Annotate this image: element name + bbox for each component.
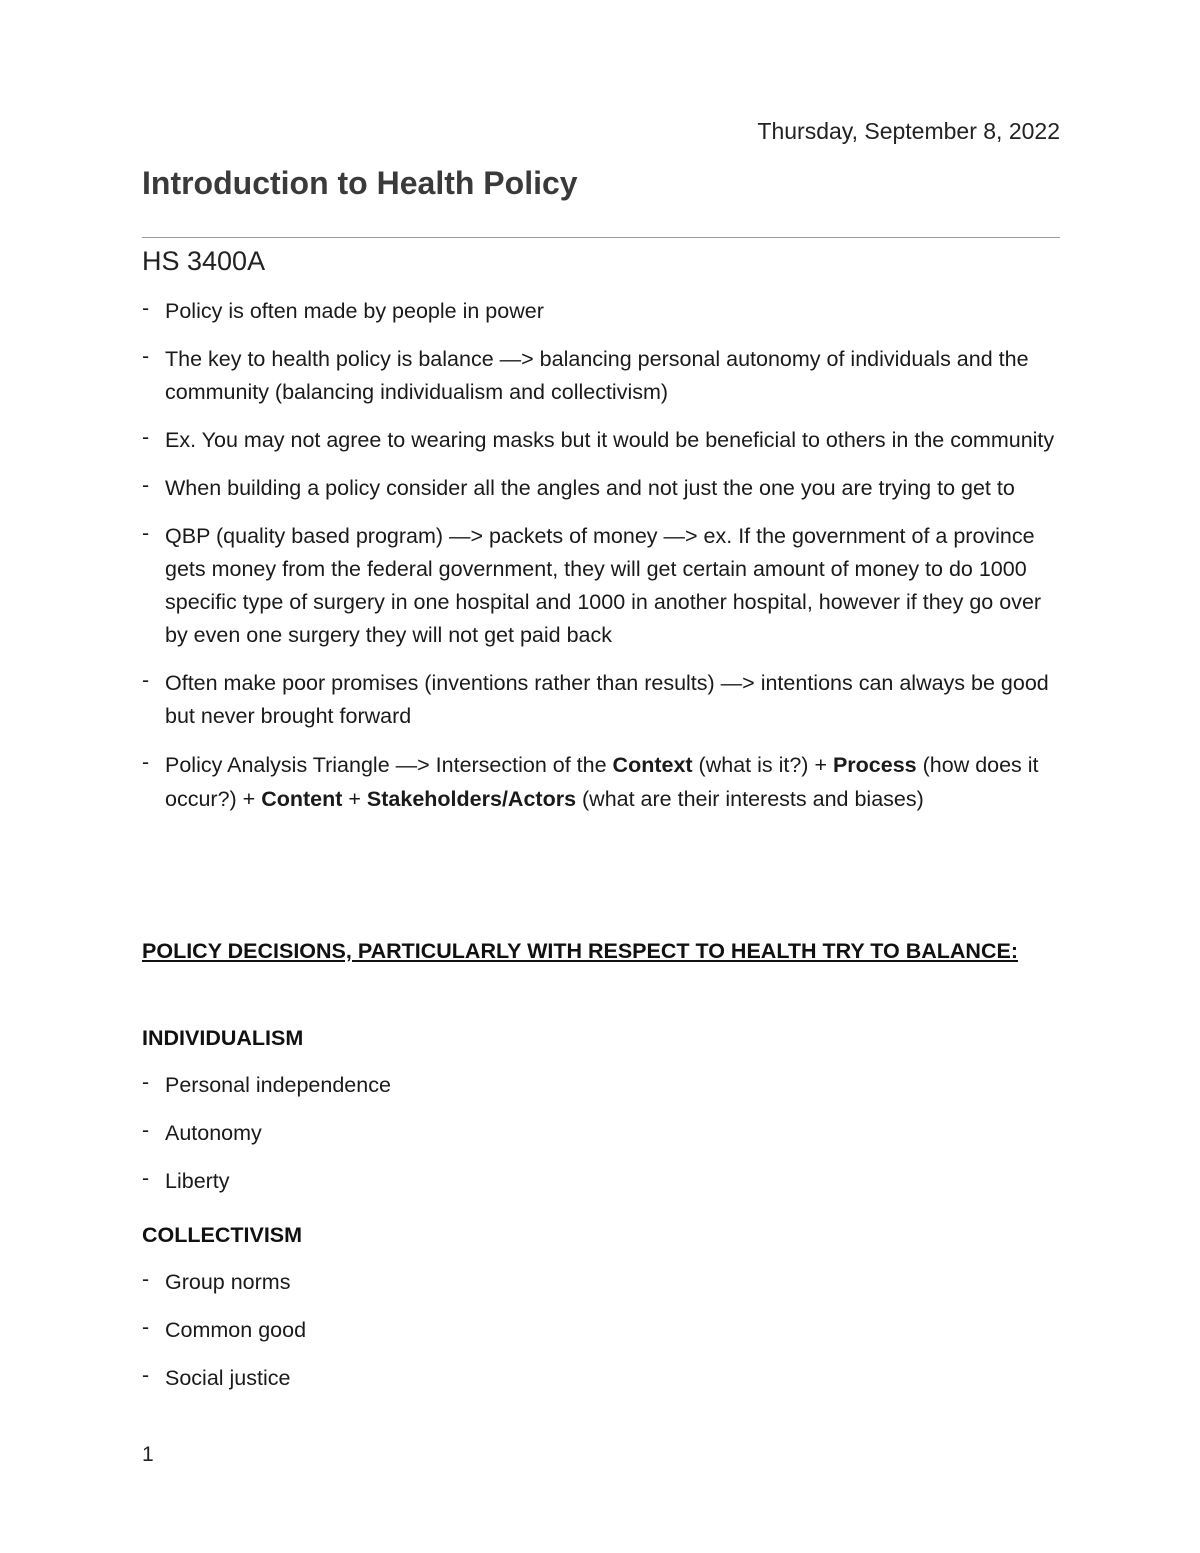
list-item-text: Ex. You may not agree to wearing masks but it would be beneficial to others in the community	[165, 428, 1055, 452]
document-page	[142, 0, 1060, 1553]
list-item	[142, 1266, 1060, 1299]
list-item-text: When building a policy consider all the angles and not just the one you are trying to get to	[165, 476, 1015, 500]
term-context: Context	[612, 753, 693, 777]
list-item	[142, 520, 1060, 652]
list-item-text: Liberty	[165, 1169, 230, 1193]
individualism-heading: INDIVIDUALISM	[142, 1026, 304, 1050]
list-item	[142, 1117, 1060, 1150]
list-item-text: The key to health policy is balance —> balancing personal autonomy of individuals and the community (balancing individualism and collectivism)	[165, 347, 1029, 404]
list-item	[142, 1314, 1060, 1347]
list-item-text: Social justice	[165, 1366, 291, 1390]
page-title: Introduction to Health Policy	[142, 165, 578, 201]
list-item	[142, 472, 1060, 505]
bullet-marker: -	[142, 1267, 150, 1291]
bullet-marker: -	[142, 668, 150, 692]
list-item	[142, 1362, 1060, 1395]
bullet-marker: -	[142, 1315, 150, 1339]
bullet-marker: -	[142, 1070, 150, 1094]
bullet-marker: -	[142, 1166, 150, 1190]
bullet-marker: -	[142, 344, 150, 368]
list-item	[142, 1165, 1060, 1198]
term-process: Process	[832, 753, 917, 777]
bullet-marker: -	[142, 1363, 150, 1387]
bullet-marker: -	[142, 425, 150, 449]
list-item	[142, 1069, 1060, 1102]
list-item	[142, 667, 1060, 733]
collectivism-heading: COLLECTIVISM	[142, 1223, 303, 1247]
page-number: 1	[142, 1443, 154, 1466]
list-item	[142, 295, 1060, 328]
main-bullet-list	[142, 295, 1060, 831]
triangle-text: (what are their interests and biases)	[576, 787, 924, 811]
bullet-marker: -	[142, 296, 150, 320]
title-divider	[142, 237, 1060, 238]
balance-heading: POLICY DECISIONS, PARTICULARLY WITH RESPECT TO HEALTH TRY TO BALANCE:	[142, 939, 1018, 963]
list-item-text: Common good	[165, 1318, 307, 1342]
course-code: HS 3400A	[142, 246, 266, 276]
list-item-text: Autonomy	[165, 1121, 262, 1145]
triangle-text: Policy Analysis Triangle —> Intersection of the	[165, 753, 613, 777]
triangle-text: +	[342, 787, 367, 811]
list-item	[142, 424, 1060, 457]
bullet-marker: -	[142, 473, 150, 497]
list-item	[142, 343, 1060, 409]
bullet-marker: -	[142, 1118, 150, 1142]
list-item-text: Policy is often made by people in power	[165, 299, 544, 323]
list-item-text: Personal independence	[165, 1073, 391, 1097]
triangle-text: (how does it occur?) +	[165, 753, 1039, 811]
list-item-text: QBP (quality based program) —> packets of money —> ex. If the government of a province gets money from the federal government, they will get certain amount of money to do 1000 specific type of surgery in one hospital and 1000 in another hospital, however if they go over by even one surgery they will not get paid back	[165, 524, 1042, 647]
term-content: Content	[261, 787, 343, 811]
lecture-date: Thursday, September 8, 2022	[757, 118, 1060, 144]
triangle-text: (what is it?) +	[692, 753, 833, 777]
bullet-marker: -	[142, 750, 150, 774]
list-item-policy-triangle	[142, 748, 1060, 816]
list-item-text: Group norms	[165, 1270, 291, 1294]
individualism-list	[142, 1069, 1060, 1213]
collectivism-list	[142, 1266, 1060, 1410]
bullet-marker: -	[142, 521, 150, 545]
term-stakeholders: Stakeholders/Actors	[366, 787, 577, 811]
list-item-text: Often make poor promises (inventions rather than results) —> intentions can always be good but never brought forward	[165, 671, 1049, 728]
